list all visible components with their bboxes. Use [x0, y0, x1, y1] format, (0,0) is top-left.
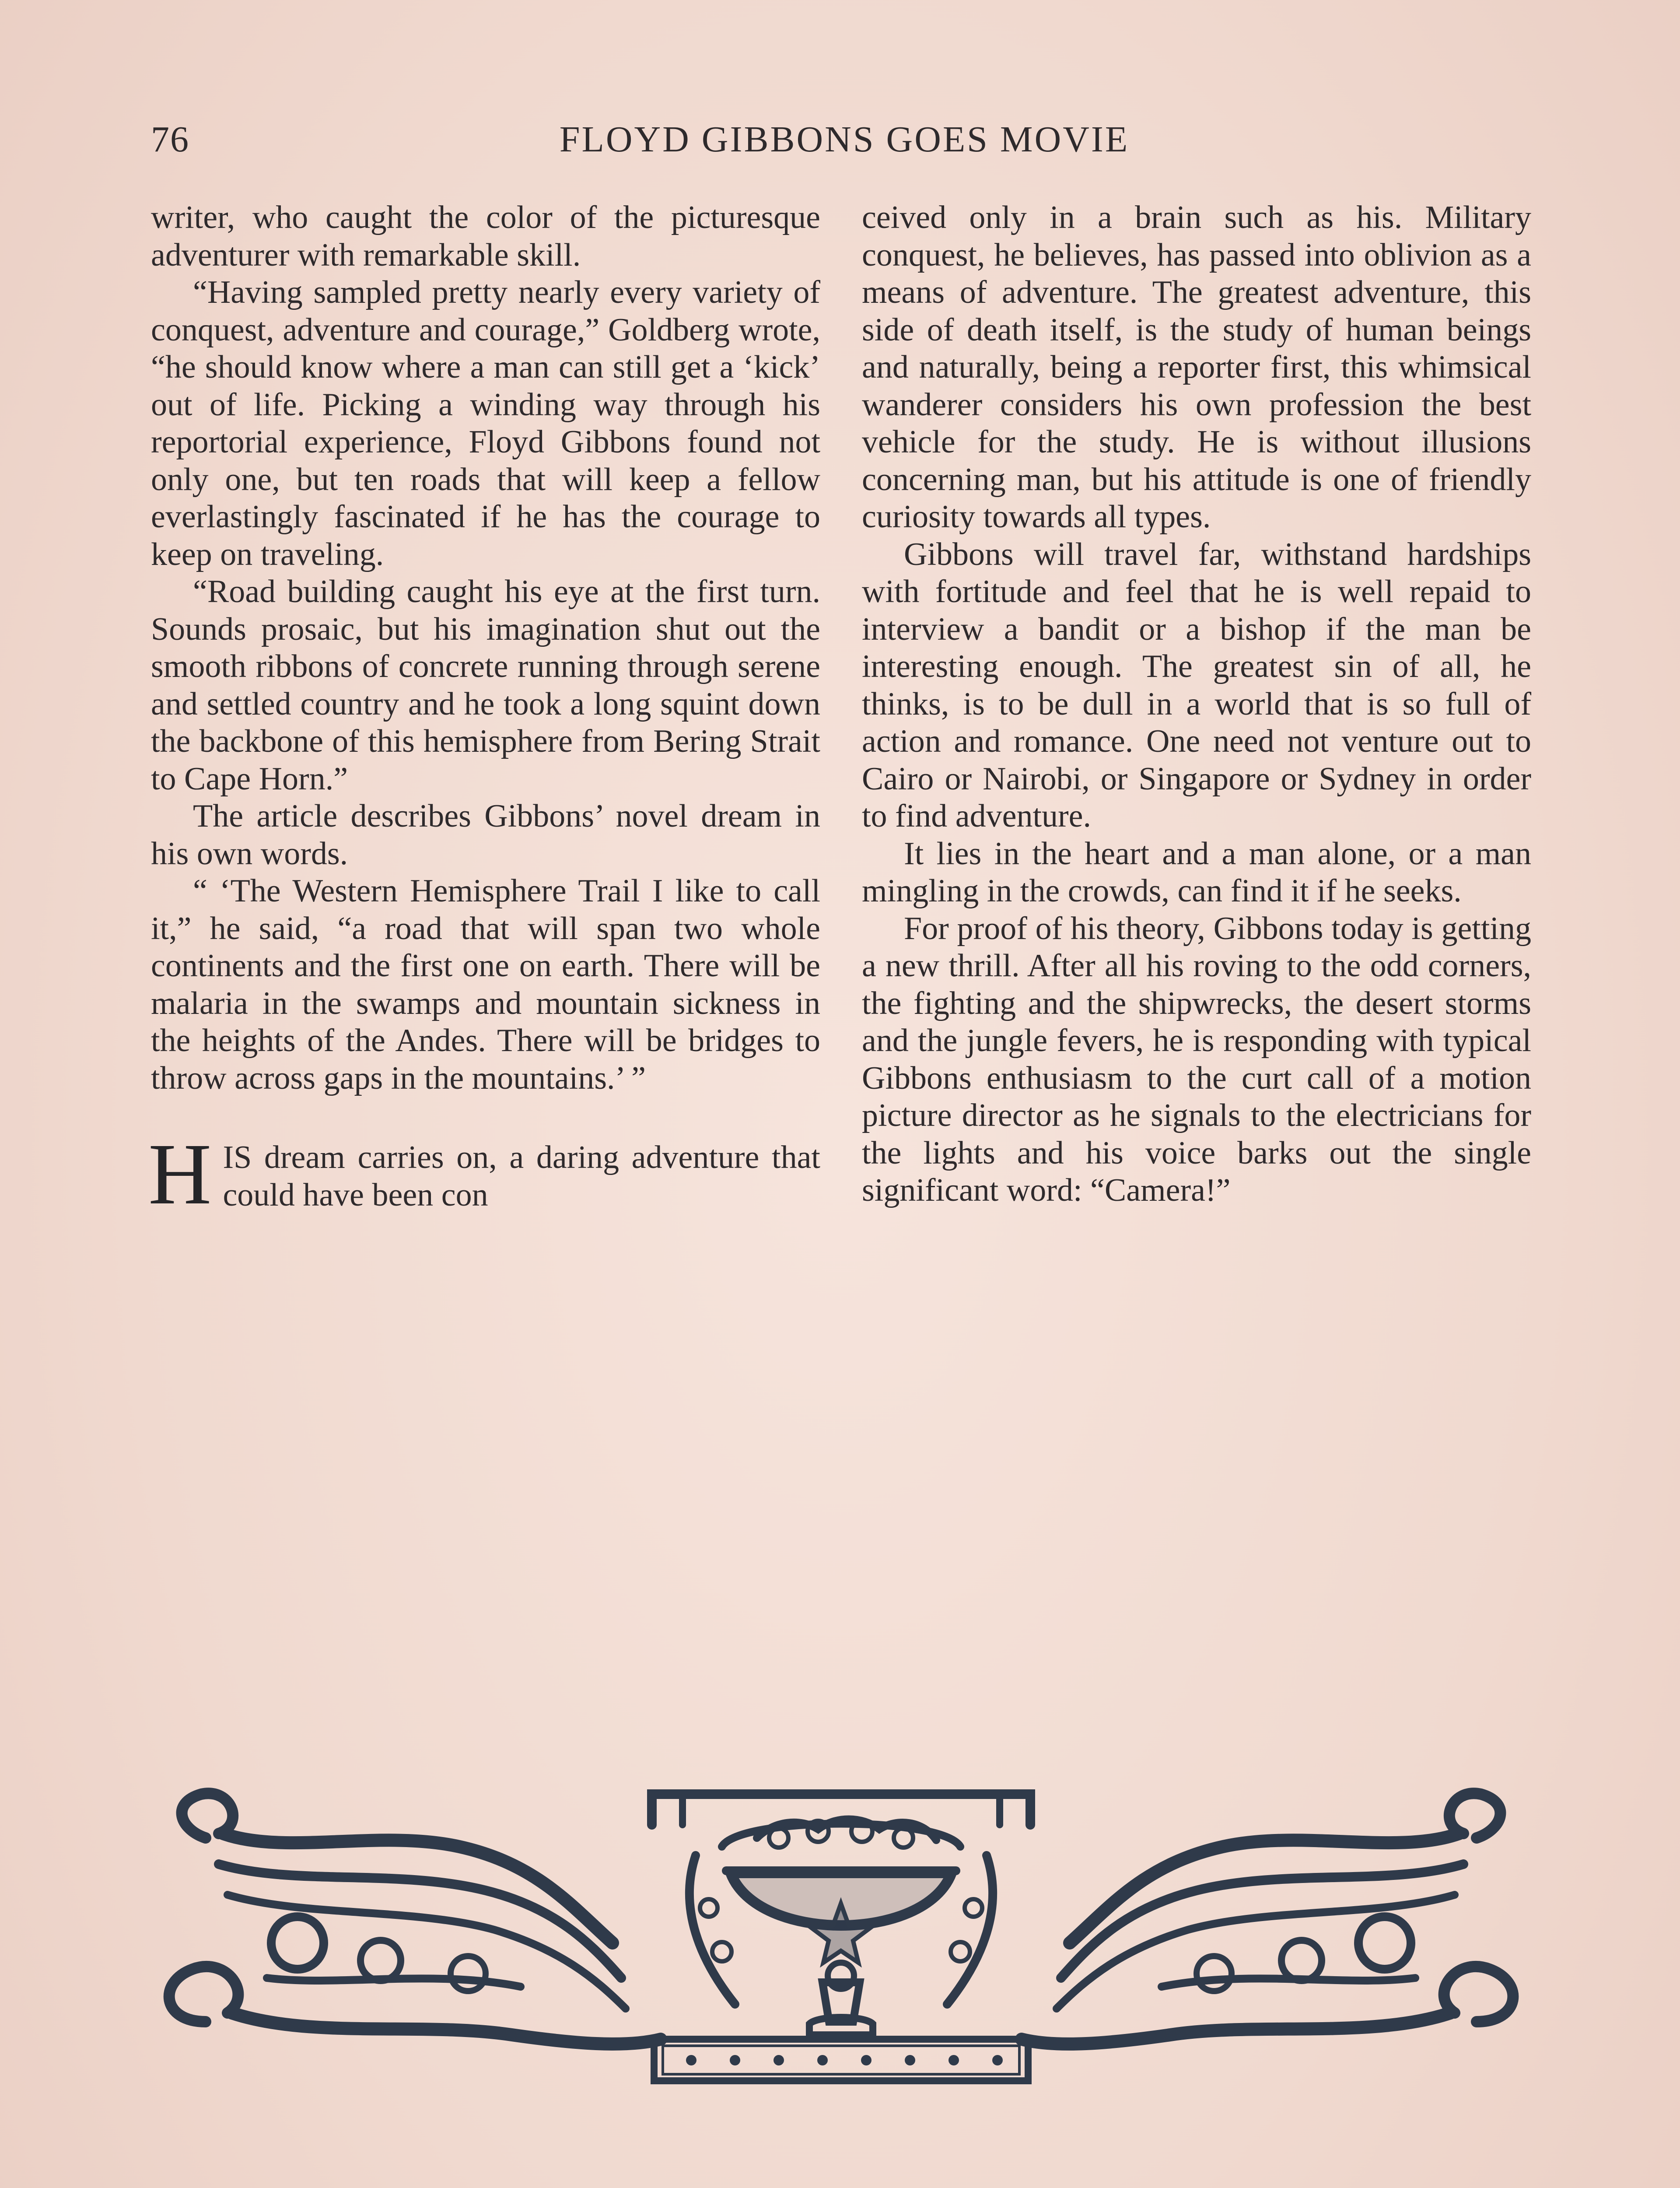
paragraph: For proof of his theory, Gibbons today is getting a new thrill. After all his roving to the odd corners, the fighting and the shipwrecks, the desert storms and the jungle fevers, he is responding with typical Gibbons enthusiasm to the curt call of a motion picture director as he signals to the electricians for the lights and his voice barks out the single significant word: “Camera!” — [862, 910, 1531, 1208]
right-column — [862, 199, 1531, 1210]
paragraph: “Road building caught his eye at the first turn. Sounds prosaic, but his imagination shut out the smooth ribbons of concrete running through serene and settled country and he took a long squint down the backbone of this hemisphere from Bering Strait to Cape Horn.” — [151, 574, 820, 797]
section-opening-paragraph — [148, 1126, 820, 1223]
right-scroll-icon — [1022, 1793, 1513, 2044]
paragraph: writer, who caught the color of the picturesque adventurer with remarkable skill. — [151, 200, 820, 273]
paragraph: Gibbons will travel far, withstand hardships with fortitude and feel that he is well repaid to interview a bandit or a bishop if the man be interesting enough. The greatest sin of all, he thinks, is to be dull in a world that is so full of action and romance. One need not venture out to Cairo or Nairobi, or Singapore or Sydney in order to find adventure. — [862, 536, 1531, 834]
section-opening-text: IS dream carries on, a daring adventure that could have been con — [223, 1140, 820, 1213]
paragraph: “Having sampled pretty nearly every variety of conquest, adventure and courage,” Goldberg wrote, “he should know where a man can still get a ‘kick’ out of life. Picking a winding way through his reportorial experience, Floyd Gibbons found not only one, but ten roads that will keep a fellow everlastingly fascinated if he has the courage to keep on traveling. — [151, 274, 820, 572]
paragraph: “ ‘The Western Hemisphere Trail I like to call it,” he said, “a road that will span two whole continents and the first one on earth. There will be malaria in the swamps and mountain sickness in the heights of the Andes. There will be bridges to throw across gaps in the mountains.’ ” — [151, 873, 820, 1096]
running-title: FLOYD GIBBONS GOES MOVIE — [559, 119, 1130, 160]
left-scroll-icon — [169, 1793, 661, 2044]
running-header — [151, 118, 1538, 166]
urn-scroll-tailpiece-icon — [153, 1777, 1529, 2100]
paragraph: ceived only in a brain such as his. Military conquest, he believes, has passed into oblivion as a means of adventure. The greatest adventure, this side of death itself, is the study of human beings and naturally, being a reporter first, this whimsical wanderer considers his own profession the best vehicle for the study. He is without illusions concerning man, but his attitude is one of friendly curiosity towards all types. — [862, 200, 1531, 535]
paragraph: The article describes Gibbons’ novel dream in his own words. — [151, 798, 820, 872]
left-column — [148, 199, 820, 1223]
urn-icon — [652, 1794, 1030, 2081]
paragraph: It lies in the heart and a man alone, or a man mingling in the crowds, can find it if he seeks. — [862, 835, 1531, 909]
drop-cap: H — [148, 1126, 212, 1223]
page-number: 76 — [151, 119, 189, 160]
